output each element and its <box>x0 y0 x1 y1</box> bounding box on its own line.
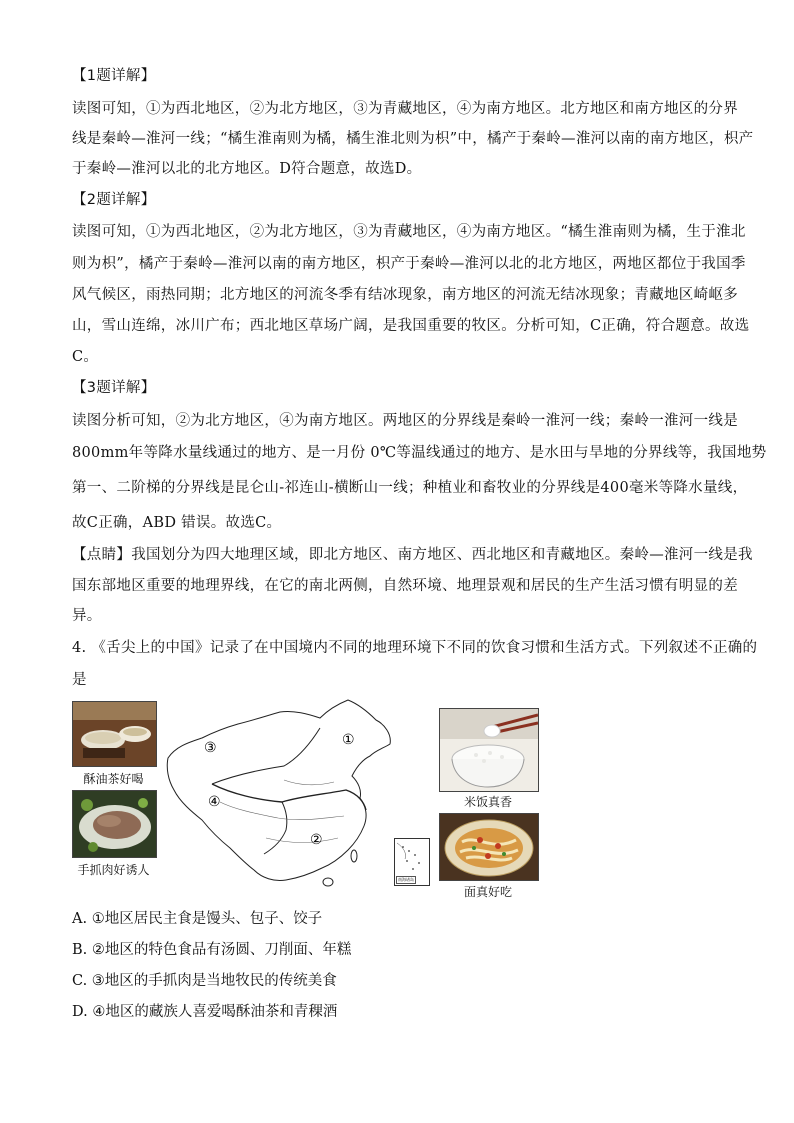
butter-tea-photo <box>72 701 157 767</box>
map-label-3: ③ <box>204 740 217 756</box>
q2-line-4: 山，雪山连绵，冰川广布；西北地区草场广阔，是我国重要的牧区。分析可知，C正确，符合题意。故选 <box>72 318 750 334</box>
note-heading: 【点睛】 <box>72 547 132 563</box>
q2-line-5: C。 <box>72 349 99 365</box>
map-label-4: ④ <box>208 794 221 810</box>
q1-heading: 【1题详解】 <box>72 68 156 84</box>
butter-tea-caption: 酥油茶好喝 <box>83 772 144 786</box>
option-d: D. ④地区的藏族人喜爱喝酥油茶和青稞酒 <box>72 1004 338 1020</box>
note-text-1: 我国划分为四大地理区域，即北方地区、南方地区、西北地区和青藏地区。秦岭—淮河一线是我 <box>131 547 753 563</box>
option-b: B. ②地区的特色食品有汤圆、刀削面、年糕 <box>72 942 352 958</box>
noodles-caption: 面真好吃 <box>463 885 512 899</box>
map-label-1: ① <box>342 732 355 748</box>
note-line-3: 异。 <box>72 608 102 624</box>
hand-grabbed-meat-photo <box>72 790 157 858</box>
q4-stem-line-1: 4. 《舌尖上的中国》记录了在中国境内不同的地理环境下不同的饮食习惯和生活方式。下列叙述不正确的 <box>72 640 758 656</box>
q3-line-3: 第一、二阶梯的分界线是昆仑山-祁连山-横断山一线；种植业和畜牧业的分界线是400毫米等降水量线， <box>72 480 748 496</box>
q3-line-4: 故C正确，ABD 错误。故选C。 <box>72 515 282 531</box>
q1-line-3: 于秦岭—淮河以北的北方地区。D符合题意，故选D。 <box>72 161 422 177</box>
china-regions-map <box>162 698 402 890</box>
q1-line-1: 读图可知，①为西北地区，②为北方地区，③为青藏地区，④为南方地区。北方地区和南方地区的分界 <box>72 101 738 117</box>
note-line-1 <box>72 545 753 565</box>
q3-line-1: 读图分析可知，②为北方地区，④为南方地区。两地区的分界线是秦岭一淮河一线；秦岭一淮河一线是 <box>72 413 738 429</box>
q4-stem-line-2: 是 <box>72 672 87 688</box>
noodles-photo <box>439 813 539 881</box>
option-c: C. ③地区的手抓肉是当地牧民的传统美食 <box>72 973 337 989</box>
q4-figure <box>72 698 542 898</box>
q2-line-1: 读图可知，①为西北地区，②为北方地区，③为青藏地区，④为南方地区。“橘生淮南则为橘，生于淮北 <box>72 224 746 240</box>
q2-line-3: 风气候区，雨热同期；北方地区的河流冬季有结冰现象，南方地区的河流无结冰现象；青藏地区崎岖多 <box>72 287 738 303</box>
map-label-2: ② <box>310 832 323 848</box>
option-a: A. ①地区居民主食是馒头、包子、饺子 <box>72 911 323 927</box>
hand-grabbed-meat-caption: 手抓肉好诱人 <box>77 863 150 877</box>
q1-line-2: 线是秦岭—淮河一线；“橘生淮南则为橘，橘生淮北则为枳”中，橘产于秦岭—淮河以南的南方地区，枳产 <box>72 131 754 147</box>
inset-label: 南海诸岛 <box>398 877 414 882</box>
rice-bowl-photo <box>439 708 539 792</box>
q3-heading: 【3题详解】 <box>72 380 156 396</box>
q2-line-2: 则为枳”，橘产于秦岭—淮河以南的南方地区，枳产于秦岭—淮河以北的北方地区，两地区都位于我国季 <box>72 256 746 272</box>
q2-heading: 【2题详解】 <box>72 192 156 208</box>
note-line-2: 国东部地区重要的地理界线，在它的南北两侧，自然环境、地理景观和居民的生产生活习惯有明显的差 <box>72 578 738 594</box>
south-china-sea-inset <box>394 838 430 886</box>
q3-line-2: 800mm年等降水量线通过的地方、是一月份 0℃等温线通过的地方、是水田与旱地的分界线等，我国地势 <box>72 445 767 461</box>
rice-bowl-caption: 米饭真香 <box>463 795 512 809</box>
